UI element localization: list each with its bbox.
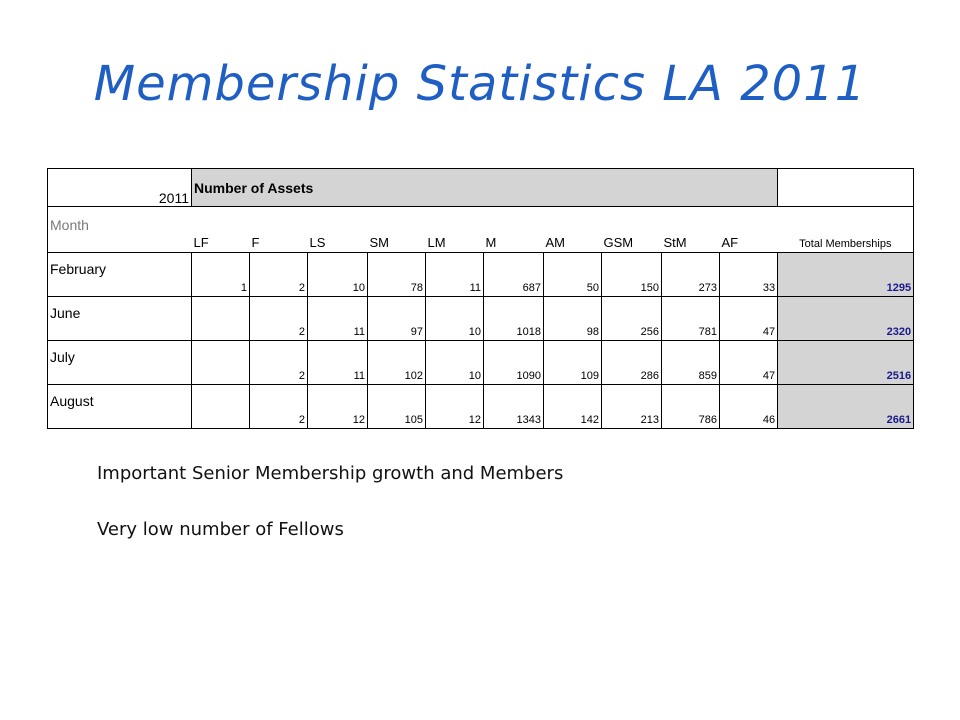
value-cell: 102 <box>368 341 426 385</box>
value-cell: 11 <box>426 253 484 297</box>
value-cell: 1343 <box>484 385 544 429</box>
value-cell: 12 <box>426 385 484 429</box>
value-cell: 10 <box>426 297 484 341</box>
value-cell: 213 <box>602 385 662 429</box>
value-cell <box>192 385 250 429</box>
value-cell <box>192 341 250 385</box>
table-header-row <box>48 169 914 207</box>
value-cell: 273 <box>662 253 720 297</box>
total-header-top <box>778 169 914 207</box>
value-cell: 33 <box>720 253 778 297</box>
month-cell: August <box>48 385 192 429</box>
value-cell: 781 <box>662 297 720 341</box>
year-cell: 2011 <box>48 169 192 207</box>
total-cell: 2661 <box>778 385 914 429</box>
value-cell: 150 <box>602 253 662 297</box>
value-cell: 109 <box>544 341 602 385</box>
column-header: LM <box>427 235 446 250</box>
value-cell: 11 <box>308 297 368 341</box>
value-cell: 11 <box>308 341 368 385</box>
value-cell: 46 <box>720 385 778 429</box>
value-cell: 687 <box>484 253 544 297</box>
note-fellows: Very low number of Fellows <box>97 519 344 540</box>
value-cell: 2 <box>250 385 308 429</box>
value-cell: 98 <box>544 297 602 341</box>
month-cell: February <box>48 253 192 297</box>
slide-title: Membership Statistics LA 2011 <box>93 56 867 112</box>
table-row <box>48 297 914 341</box>
month-cell: June <box>48 297 192 341</box>
column-header: LF <box>193 235 209 250</box>
value-cell: 256 <box>602 297 662 341</box>
value-cell: 142 <box>544 385 602 429</box>
value-cell: 1 <box>192 253 250 297</box>
assets-header: Number of Assets <box>192 169 778 207</box>
total-header: Total Memberships <box>778 207 914 253</box>
value-cell: 2 <box>250 253 308 297</box>
column-header: StM <box>663 235 687 250</box>
column-header: SM <box>369 235 389 250</box>
value-cell: 47 <box>720 297 778 341</box>
value-cell: 78 <box>368 253 426 297</box>
value-cell: 1090 <box>484 341 544 385</box>
notes <box>97 462 563 574</box>
column-header: M <box>485 235 497 250</box>
value-cell: 105 <box>368 385 426 429</box>
column-header-row <box>48 207 914 253</box>
value-cell: 859 <box>662 341 720 385</box>
membership-table <box>47 168 914 429</box>
value-cell: 786 <box>662 385 720 429</box>
value-cell: 10 <box>426 341 484 385</box>
note-senior-growth: Important Senior Membership growth and Members <box>97 463 564 484</box>
table-row <box>48 341 914 385</box>
value-cell: 47 <box>720 341 778 385</box>
total-cell: 2516 <box>778 341 914 385</box>
month-cell: July <box>48 341 192 385</box>
value-cell: 12 <box>308 385 368 429</box>
value-cell: 2 <box>250 341 308 385</box>
column-header: LS <box>309 235 326 250</box>
value-cell: 50 <box>544 253 602 297</box>
value-cell: 286 <box>602 341 662 385</box>
column-header: AM <box>545 235 565 250</box>
total-cell: 1295 <box>778 253 914 297</box>
value-cell: 1018 <box>484 297 544 341</box>
column-header: F <box>251 235 260 250</box>
value-cell: 10 <box>308 253 368 297</box>
value-cell: 97 <box>368 297 426 341</box>
table-row <box>48 253 914 297</box>
table-row <box>48 385 914 429</box>
month-header: Month <box>48 207 192 253</box>
column-header: AF <box>721 235 739 250</box>
value-cell: 2 <box>250 297 308 341</box>
column-header: GSM <box>603 235 634 250</box>
value-cell <box>192 297 250 341</box>
total-cell: 2320 <box>778 297 914 341</box>
